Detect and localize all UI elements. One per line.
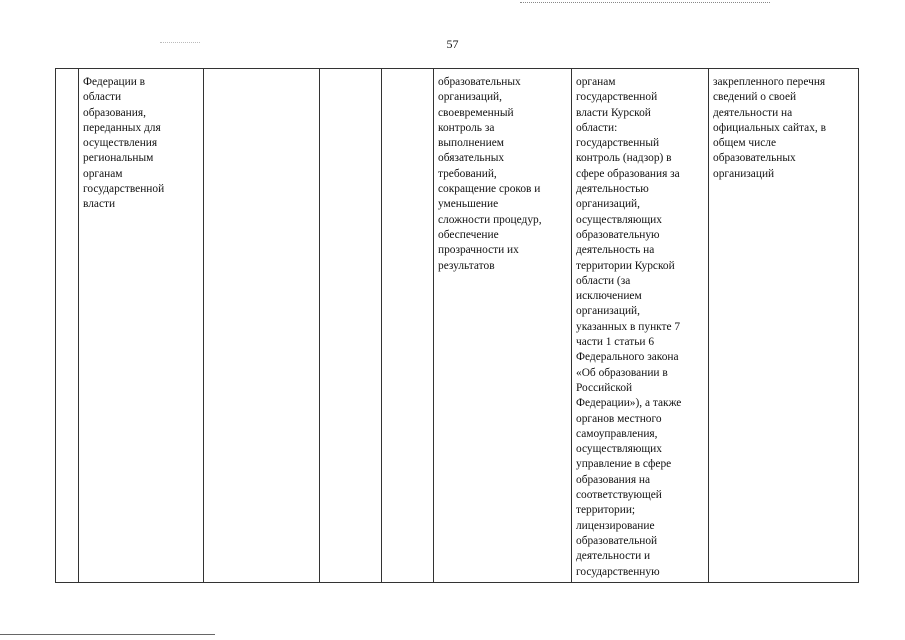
- table-cell-empty-2: [320, 69, 382, 583]
- table-cell-indicators: закрепленного перечня сведений о своей деятельности на официальных сайтах, в общем числе образовательных организаций: [709, 69, 859, 583]
- scan-artifact-top: [520, 2, 770, 3]
- table-cell-empty-3: [382, 69, 434, 583]
- footer-divider: [0, 634, 215, 635]
- table-cell-goals: образовательных организаций, своевременный контроль за выполнением обязательных требований, сокращение сроков и уменьшение сложности процедур, обеспечение прозрачности их результатов: [434, 69, 572, 583]
- table-cell-functions: органам государственной власти Курской области: государственный контроль (надзор) в сфере образования за деятельностью организаций, осуществляющих образовательную деятельность на территории Курской области (за исключением организаций, указанных в пункте 7 части 1 статьи 6 Федерального закона «Об образовании в Российской Федерации»), а также органов местного самоуправления, осуществляющих управление в сфере образования на соответствующей территории; лицензирование образовательной деятельности и государственную: [572, 69, 709, 583]
- page-number: 57: [446, 37, 459, 51]
- table-cell-num: [56, 69, 79, 583]
- document-table: [55, 68, 859, 583]
- table-cell-empty-1: [204, 69, 320, 583]
- table-row: [56, 69, 859, 583]
- table-cell-powers: Федерации в области образования, переданных для осуществления региональным органам государственной власти: [79, 69, 204, 583]
